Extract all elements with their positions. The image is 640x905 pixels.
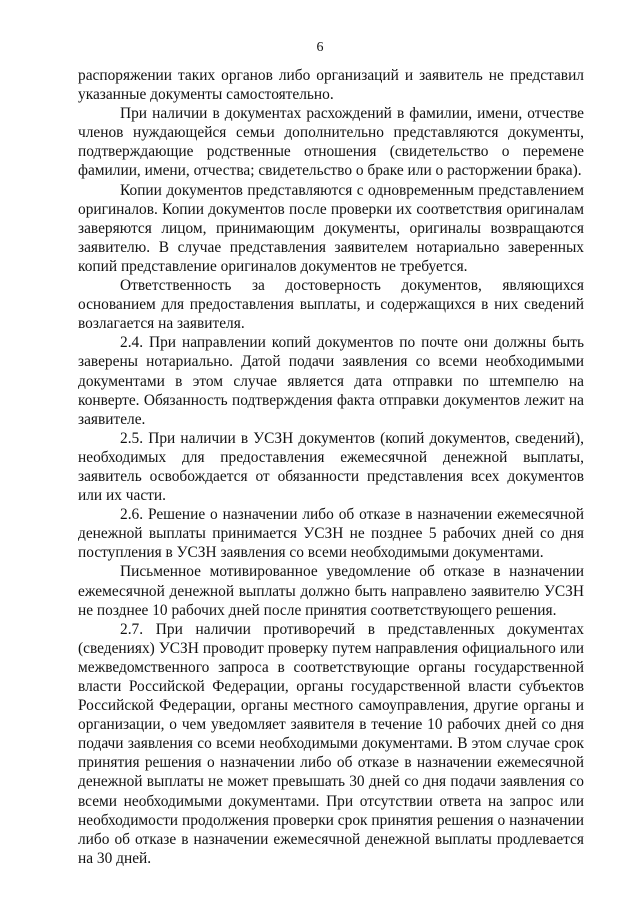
paragraph-continuation: распоряжении таких органов либо организаций и заявитель не представил указанные документы самостоятельно. [78,67,584,104]
paragraph-responsibility: Ответственность за достоверность документов, являющихся основанием для предоставления выплаты, и содержащихся в них сведений возлагается на заявителя. [78,277,584,333]
document-body [78,66,584,868]
paragraph-refusal-notice: Письменное мотивированное уведомление об отказе в назначении ежемесячной денежной выплаты должно быть направлено заявителю УСЗН не позднее 10 рабочих дней после принятия соответствующего решения. [78,563,584,619]
paragraph-2-6: 2.6. Решение о назначении либо об отказе в назначении ежемесячной денежной выплаты принимается УСЗН не позднее 5 рабочих дней со дня поступления в УСЗН заявления со всеми необходимыми документами. [78,506,584,562]
paragraph-2-4: 2.4. При направлении копий документов по почте они должны быть заверены нотариально. Датой подачи заявления со всеми необходимыми документами в этом случае является дата отправки по штемпелю на конверте. Обязанность подтверждения факта отправки документов лежит на заявителе. [78,334,584,428]
page-number: 6 [316,40,324,55]
paragraph-2-7: 2.7. При наличии противоречий в представленных документах (сведениях) УСЗН проводит проверку путем направления официального или межведомственного запроса в соответствующие органы государственной власти Российской Федерации, органы государственной власти субъектов Российской Федерации, органы местного самоуправления, другие органы и организации, о чем уведомляет заявителя в течение 10 рабочих дней со дня подачи заявления со всеми необходимыми документами. В этом случае срок принятия решения о назначении либо об отказе в назначении ежемесячной денежной выплаты не может превышать 30 дней со дня подачи заявления со всеми необходимыми документами. При отсутствии ответа на запрос или необходимости продолжения проверки срок принятия решения о назначении либо об отказе в назначении ежемесячной денежной выплаты продлевается на 30 дней. [78,620,584,867]
paragraph-document-copies: Копии документов представляются с одновременным представлением оригиналов. Копии документов после проверки их соответствия оригиналам заверяются лицом, принимающим документы, оригиналы возвращаются заявителю. В случае представления заявителем нотариально заверенных копий представление оригиналов документов не требуется. [78,181,584,275]
paragraph-name-discrepancy: При наличии в документах расхождений в фамилии, имени, отчестве членов нуждающейся семьи дополнительно представляются документы, подтверждающие родственные отношения (свидетельство о перемене фамилии, имени, отчества; свидетельство о браке или о расторжении брака). [78,105,584,180]
paragraph-2-5: 2.5. При наличии в УСЗН документов (копий документов, сведений), необходимых для предоставления ежемесячной денежной выплаты, заявитель освобождается от обязанности представления всех документов или их части. [78,429,584,505]
